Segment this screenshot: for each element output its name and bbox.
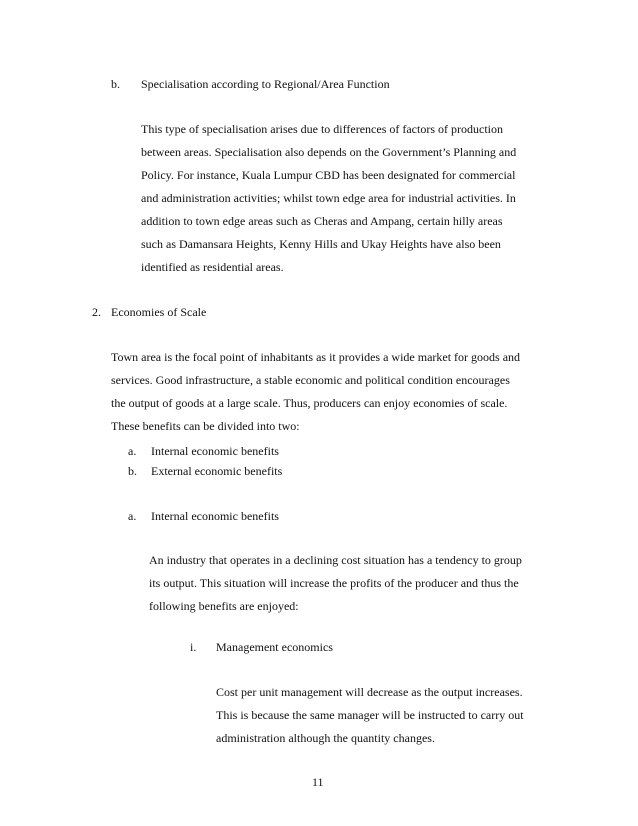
list-item: Internal economic benefits xyxy=(151,444,279,458)
page-number: 11 xyxy=(312,775,324,789)
paragraph-line: following benefits are enjoyed: xyxy=(149,599,299,613)
section-heading: Economies of Scale xyxy=(111,305,207,319)
list-marker-b: b. xyxy=(111,77,120,91)
paragraph-line: This is because the same manager will be instructed to carry out xyxy=(216,708,524,722)
list-marker-a: a. xyxy=(128,509,137,523)
paragraph-line: These benefits can be divided into two: xyxy=(111,419,300,433)
paragraph-line: such as Damansara Heights, Kenny Hills and Ukay Heights have also been xyxy=(141,237,501,251)
paragraph-line: addition to town edge areas such as Cheras and Ampang, certain hilly areas xyxy=(141,214,503,228)
paragraph-line: An industry that operates in a declining cost situation has a tendency to group xyxy=(149,553,522,567)
subsection-heading: Management economics xyxy=(216,640,333,654)
paragraph-line: Policy. For instance, Kuala Lumpur CBD has been designated for commercial xyxy=(141,168,516,182)
list-marker-b: b. xyxy=(128,464,137,478)
subsection-heading: Internal economic benefits xyxy=(151,509,279,523)
list-item: External economic benefits xyxy=(151,464,283,478)
list-marker-a: a. xyxy=(128,444,137,458)
paragraph-line: its output. This situation will increase the profits of the producer and thus the xyxy=(149,576,519,590)
paragraph-line: and administration activities; whilst town edge area for industrial activities. In xyxy=(141,191,516,205)
paragraph-line: between areas. Specialisation also depends on the Government’s Planning and xyxy=(141,145,517,159)
paragraph-line: identified as residential areas. xyxy=(141,260,284,274)
paragraph-line: the output of goods at a large scale. Thus, producers can enjoy economies of scale. xyxy=(111,396,508,410)
list-marker-2: 2. xyxy=(92,305,101,319)
list-marker-i: i. xyxy=(190,640,197,654)
paragraph-line: administration although the quantity changes. xyxy=(216,731,435,745)
paragraph-line: Cost per unit management will decrease as the output increases. xyxy=(216,685,523,699)
section-heading: Specialisation according to Regional/Area Function xyxy=(141,77,390,91)
paragraph-line: Town area is the focal point of inhabitants as it provides a wide market for goods and xyxy=(111,350,521,364)
paragraph-line: This type of specialisation arises due to differences of factors of production xyxy=(141,122,503,136)
paragraph-line: services. Good infrastructure, a stable economic and political condition encourages xyxy=(111,373,510,387)
